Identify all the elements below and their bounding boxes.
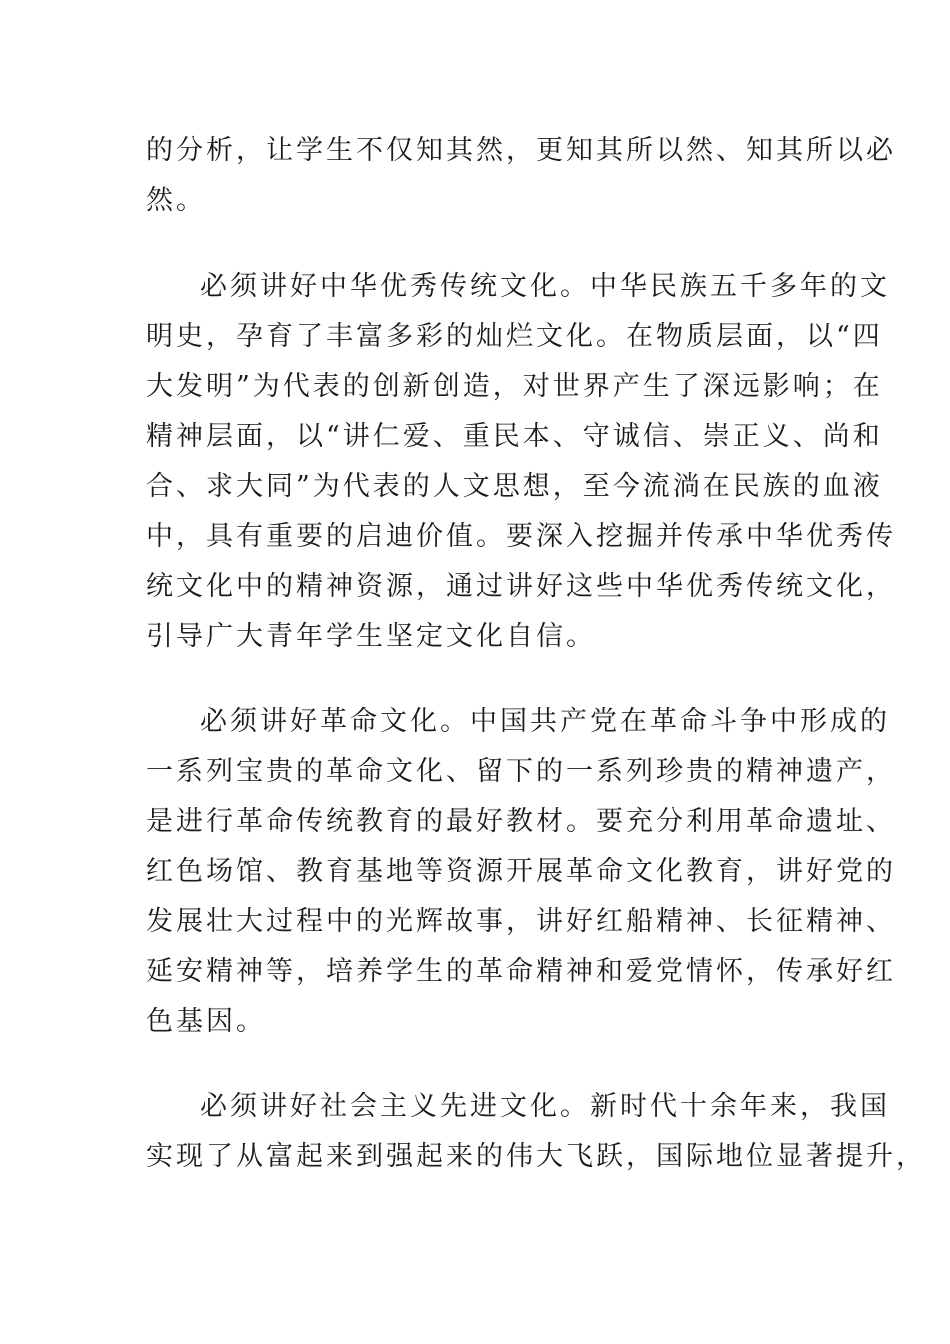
text-line: 统文化中的精神资源，通过讲好这些中华优秀传统文化， bbox=[146, 571, 896, 602]
text-line: 然。 bbox=[146, 185, 206, 216]
text-line: 一系列宝贵的革命文化、留下的一系列珍贵的精神遗产， bbox=[146, 756, 896, 787]
text-line: 色基因。 bbox=[146, 1006, 266, 1037]
text-line: 必须讲好革命文化。中国共产党在革命斗争中形成的 bbox=[200, 706, 890, 737]
paragraph-continuation bbox=[146, 126, 896, 226]
text-line: 大发明”为代表的创新创造，对世界产生了深远影响；在 bbox=[146, 371, 883, 402]
text-line: 的分析，让学生不仅知其然，更知其所以然、知其所以必 bbox=[146, 135, 896, 166]
text-line: 延安精神等，培养学生的革命精神和爱党情怀，传承好红 bbox=[146, 956, 896, 987]
text-line: 实现了从富起来到强起来的伟大飞跃，国际地位显著提升， bbox=[146, 1141, 926, 1172]
text-line: 中，具有重要的启迪价值。要深入挖掘并传承中华优秀传 bbox=[146, 521, 896, 552]
text-line: 精神层面，以“讲仁爱、重民本、守诚信、崇正义、尚和 bbox=[146, 421, 883, 452]
text-line: 合、求大同”为代表的人文思想，至今流淌在民族的血液 bbox=[146, 471, 883, 502]
text-line: 是进行革命传统教育的最好教材。要充分利用革命遗址、 bbox=[146, 806, 896, 837]
text-line: 发展壮大过程中的光辉故事，讲好红船精神、长征精神、 bbox=[146, 906, 896, 937]
text-line: 引导广大青年学生坚定文化自信。 bbox=[146, 621, 596, 652]
paragraph-socialist-culture bbox=[146, 1082, 926, 1182]
text-line: 红色场馆、教育基地等资源开展革命文化教育，讲好党的 bbox=[146, 856, 896, 887]
paragraph-traditional-culture bbox=[146, 262, 896, 662]
text-line: 明史，孕育了丰富多彩的灿烂文化。在物质层面，以“四 bbox=[146, 321, 883, 352]
text-line: 必须讲好中华优秀传统文化。中华民族五千多年的文 bbox=[200, 271, 890, 302]
paragraph-revolutionary-culture bbox=[146, 697, 896, 1047]
text-line: 必须讲好社会主义先进文化。新时代十余年来，我国 bbox=[200, 1091, 890, 1122]
